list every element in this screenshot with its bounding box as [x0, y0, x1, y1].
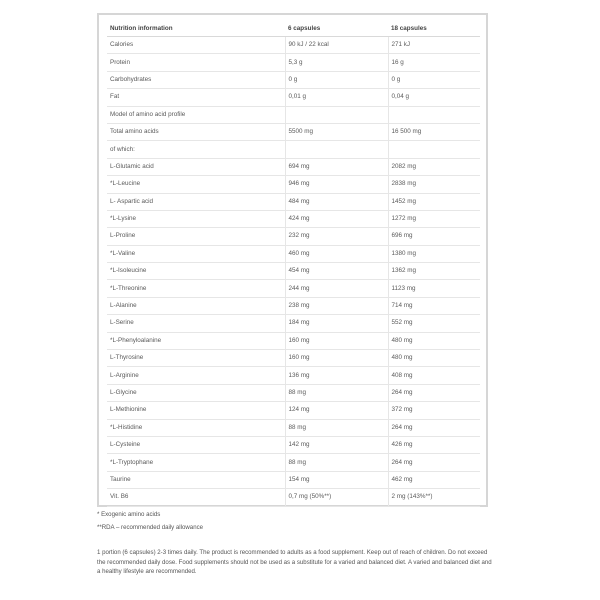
value-6-capsules: 0,7 mg (50%**) — [285, 489, 388, 506]
value-18-capsules: 408 mg — [388, 367, 480, 384]
header-18-capsules: 18 capsules — [388, 22, 480, 37]
value-18-capsules: 264 mg — [388, 384, 480, 401]
value-18-capsules: 1272 mg — [388, 210, 480, 227]
table-row — [107, 280, 480, 297]
table-row — [107, 350, 480, 367]
table-row — [107, 158, 480, 175]
value-18-capsules: 2838 mg — [388, 176, 480, 193]
table-row — [107, 245, 480, 262]
value-18-capsules: 0 g — [388, 71, 480, 88]
value-18-capsules: 264 mg — [388, 419, 480, 436]
value-6-capsules: 460 mg — [285, 245, 388, 262]
value-18-capsules: 552 mg — [388, 315, 480, 332]
row-label: *L-Phenyloalanine — [107, 332, 285, 349]
value-18-capsules: 16 g — [388, 54, 480, 71]
row-label: L-Serine — [107, 315, 285, 332]
row-label: L-Alanine — [107, 297, 285, 314]
table-row — [107, 210, 480, 227]
value-6-capsules: 424 mg — [285, 210, 388, 227]
table-row — [107, 176, 480, 193]
row-label: L-Proline — [107, 228, 285, 245]
value-6-capsules: 0 g — [285, 71, 388, 88]
row-label: *L-Lysine — [107, 210, 285, 227]
table-row — [107, 367, 480, 384]
row-label: *L-Valine — [107, 245, 285, 262]
value-18-capsules: 426 mg — [388, 436, 480, 453]
table-row — [107, 123, 480, 140]
value-18-capsules — [388, 106, 480, 123]
value-6-capsules: 88 mg — [285, 384, 388, 401]
value-18-capsules: 2 mg (143%**) — [388, 489, 480, 506]
table-row — [107, 228, 480, 245]
row-label: *L-Tryptophane — [107, 454, 285, 471]
row-label: L-Thyrosine — [107, 350, 285, 367]
table-row — [107, 332, 480, 349]
table-row — [107, 384, 480, 401]
row-label: Taurine — [107, 471, 285, 488]
table-row — [107, 89, 480, 106]
table-row — [107, 193, 480, 210]
value-6-capsules — [285, 141, 388, 158]
row-label: *L-Leucine — [107, 176, 285, 193]
table-row — [107, 419, 480, 436]
row-label: Vit. B6 — [107, 489, 285, 506]
value-18-capsules: 16 500 mg — [388, 123, 480, 140]
value-18-capsules: 372 mg — [388, 402, 480, 419]
value-6-capsules: 142 mg — [285, 436, 388, 453]
table-row — [107, 263, 480, 280]
nutrition-table-box — [97, 13, 488, 507]
table-row — [107, 54, 480, 71]
table-row — [107, 402, 480, 419]
row-label: *L-Isoleucine — [107, 263, 285, 280]
value-6-capsules: 694 mg — [285, 158, 388, 175]
note-exogenic: * Exogenic amino acids — [97, 511, 161, 518]
value-18-capsules: 264 mg — [388, 454, 480, 471]
value-18-capsules: 1362 mg — [388, 263, 480, 280]
value-18-capsules: 714 mg — [388, 297, 480, 314]
value-6-capsules: 136 mg — [285, 367, 388, 384]
row-label: *L-Histidine — [107, 419, 285, 436]
row-label: Protein — [107, 54, 285, 71]
value-18-capsules: 0,04 g — [388, 89, 480, 106]
table-row — [107, 71, 480, 88]
value-6-capsules: 184 mg — [285, 315, 388, 332]
value-6-capsules: 0,01 g — [285, 89, 388, 106]
value-18-capsules: 480 mg — [388, 350, 480, 367]
value-6-capsules: 88 mg — [285, 454, 388, 471]
value-6-capsules: 160 mg — [285, 350, 388, 367]
value-6-capsules: 232 mg — [285, 228, 388, 245]
value-6-capsules: 154 mg — [285, 471, 388, 488]
value-6-capsules — [285, 106, 388, 123]
row-label: Total amino acids — [107, 123, 285, 140]
table-body — [107, 37, 480, 507]
row-label: L-Arginine — [107, 367, 285, 384]
table-row — [107, 454, 480, 471]
value-18-capsules: 480 mg — [388, 332, 480, 349]
row-label: Fat — [107, 89, 285, 106]
table-row — [107, 489, 480, 506]
row-label: L-Methionine — [107, 402, 285, 419]
value-6-capsules: 454 mg — [285, 263, 388, 280]
value-6-capsules: 484 mg — [285, 193, 388, 210]
value-18-capsules: 462 mg — [388, 471, 480, 488]
table-row — [107, 315, 480, 332]
row-label: Model of amino acid profile — [107, 106, 285, 123]
note-rda: **RDA – recommended daily allowance — [97, 524, 204, 531]
note-portion: 1 portion (6 capsules) 2-3 times daily. The product is recommended to adults as a food supplement. Keep out of reach of children. Do not exceed the recommended daily dose. Food supplements should not be used as a substitute for a varied and balanced diet. A varied and balanced diet and a healthy lifestyle are recommended. — [97, 549, 492, 575]
value-6-capsules: 244 mg — [285, 280, 388, 297]
header-6-capsules: 6 capsules — [285, 22, 388, 37]
value-6-capsules: 90 kJ / 22 kcal — [285, 37, 388, 54]
nutrition-table — [107, 22, 480, 507]
value-6-capsules: 5500 mg — [285, 123, 388, 140]
table-row — [107, 141, 480, 158]
value-18-capsules: 2082 mg — [388, 158, 480, 175]
value-6-capsules: 946 mg — [285, 176, 388, 193]
row-label: Carbohydrates — [107, 71, 285, 88]
table-row — [107, 106, 480, 123]
table-row — [107, 471, 480, 488]
value-18-capsules: 271 kJ — [388, 37, 480, 54]
table-row — [107, 37, 480, 54]
row-label: L- Aspartic acid — [107, 193, 285, 210]
row-label: L-Glycine — [107, 384, 285, 401]
value-6-capsules: 160 mg — [285, 332, 388, 349]
header-nutrition-information: Nutrition information — [107, 22, 285, 37]
value-6-capsules: 124 mg — [285, 402, 388, 419]
table-row — [107, 436, 480, 453]
table-row — [107, 297, 480, 314]
value-6-capsules: 88 mg — [285, 419, 388, 436]
value-18-capsules: 1380 mg — [388, 245, 480, 262]
value-18-capsules: 1452 mg — [388, 193, 480, 210]
value-18-capsules — [388, 141, 480, 158]
row-label: L-Glutamic acid — [107, 158, 285, 175]
row-label: L-Cysteine — [107, 436, 285, 453]
value-6-capsules: 5,3 g — [285, 54, 388, 71]
value-18-capsules: 1123 mg — [388, 280, 480, 297]
value-18-capsules: 696 mg — [388, 228, 480, 245]
row-label: of which: — [107, 141, 285, 158]
table-header-row — [107, 22, 480, 37]
row-label: *L-Threonine — [107, 280, 285, 297]
value-6-capsules: 238 mg — [285, 297, 388, 314]
row-label: Calories — [107, 37, 285, 54]
